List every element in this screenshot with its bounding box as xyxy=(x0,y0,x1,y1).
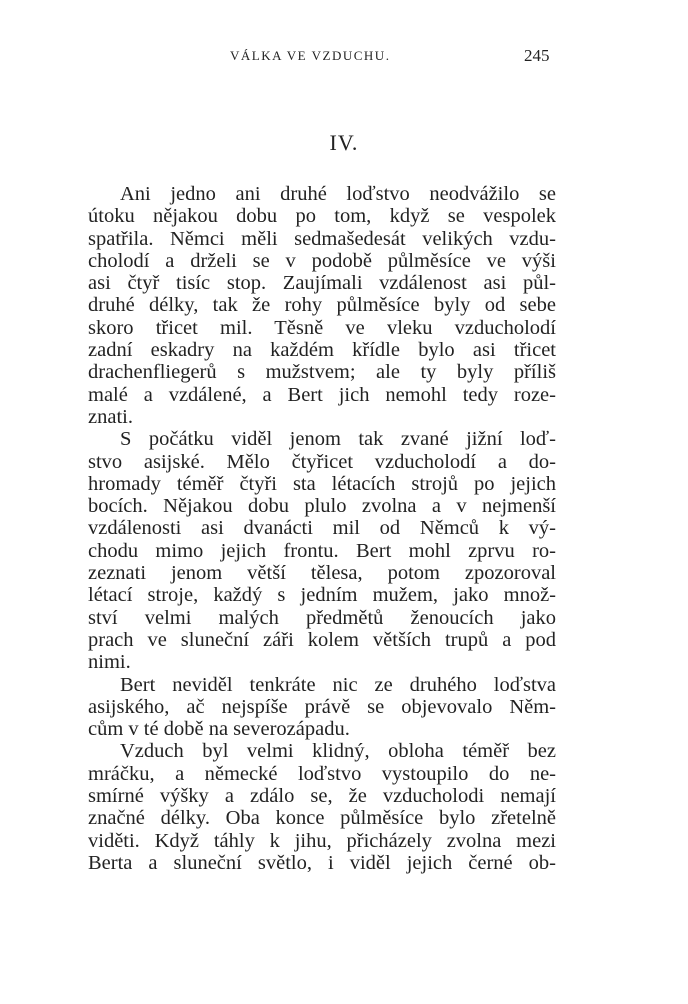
text-line: chodu mimo jejich frontu. Bert mohl zprvu ro- xyxy=(88,539,556,562)
text-line: mráčku, a německé loďstvo vystoupilo do ne- xyxy=(88,762,556,785)
chapter-heading: IV. xyxy=(329,130,359,155)
text-line: cům v té době na severozápadu. xyxy=(88,718,350,741)
text-line: Bert neviděl tenkráte nic ze druhého loďstva xyxy=(120,673,556,696)
text-line: asi čtyř tisíc stop. Zaujímali vzdálenost asi půl- xyxy=(88,272,556,295)
text-line: zeznati jenom větší tělesa, potom zpozoroval xyxy=(88,562,556,585)
text-line: vzdálenosti asi dvanácti mil od Němců k vý- xyxy=(88,517,556,540)
text-line: malé a vzdálené, a Bert jich nemohl tedy roze- xyxy=(88,383,556,406)
text-line: ství velmi malých předmětů ženoucích jako xyxy=(88,606,556,629)
text-line: cholodí a drželi se v podobě půlměsíce ve výši xyxy=(88,249,556,272)
text-line: asijského, ač nejspíše právě se objevovalo Něm- xyxy=(88,695,556,718)
text-line: zadní eskadry na každém křídle bylo asi třicet xyxy=(88,339,556,362)
text-line: znati. xyxy=(88,405,133,428)
text-line: bocích. Nějakou dobu plulo zvolna a v nejmenší xyxy=(88,495,556,518)
text-line: nimi. xyxy=(88,651,131,674)
text-line: viděti. Když táhly k jihu, přicházely zvolna mezi xyxy=(88,829,556,852)
text-line: značné délky. Oba konce půlměsíce bylo zřetelně xyxy=(88,807,556,830)
text-line: S počátku viděl jenom tak zvané jižní loď- xyxy=(120,428,556,451)
body-text xyxy=(88,183,556,874)
text-line: spatřila. Němci měli sedmašedesát velikých vzdu- xyxy=(88,227,556,250)
text-line: útoku nějakou dobu po tom, když se vespolek xyxy=(88,205,556,228)
page-number: 245 xyxy=(524,46,550,65)
text-line: smírné výšky a zdálo se, že vzducholodi nemají xyxy=(88,785,556,808)
running-title: VÁLKA VE VZDUCHU. xyxy=(230,48,391,63)
text-line: prach ve sluneční záři kolem větších trupů a pod xyxy=(88,628,556,651)
text-line: drachenfliegerů s mužstvem; ale ty byly příliš xyxy=(88,361,556,384)
text-line: druhé délky, tak že rohy půlměsíce byly od sebe xyxy=(88,294,556,317)
text-line: Berta a sluneční světlo, i viděl jejich černé ob- xyxy=(88,851,556,874)
page-header xyxy=(0,46,688,70)
text-line: létací stroje, každý s jedním mužem, jako množ- xyxy=(88,584,556,607)
text-line: stvo asijské. Mělo čtyřicet vzducholodí a do- xyxy=(88,450,556,473)
text-line: skoro třicet mil. Těsně ve vleku vzducholodí xyxy=(88,316,556,339)
text-line: Vzduch byl velmi klidný, obloha téměř bez xyxy=(120,740,556,763)
text-line: hromady téměř čtyři sta létacích strojů po jejich xyxy=(88,472,556,495)
text-line: Ani jedno ani druhé loďstvo neodvážilo se xyxy=(120,183,556,205)
